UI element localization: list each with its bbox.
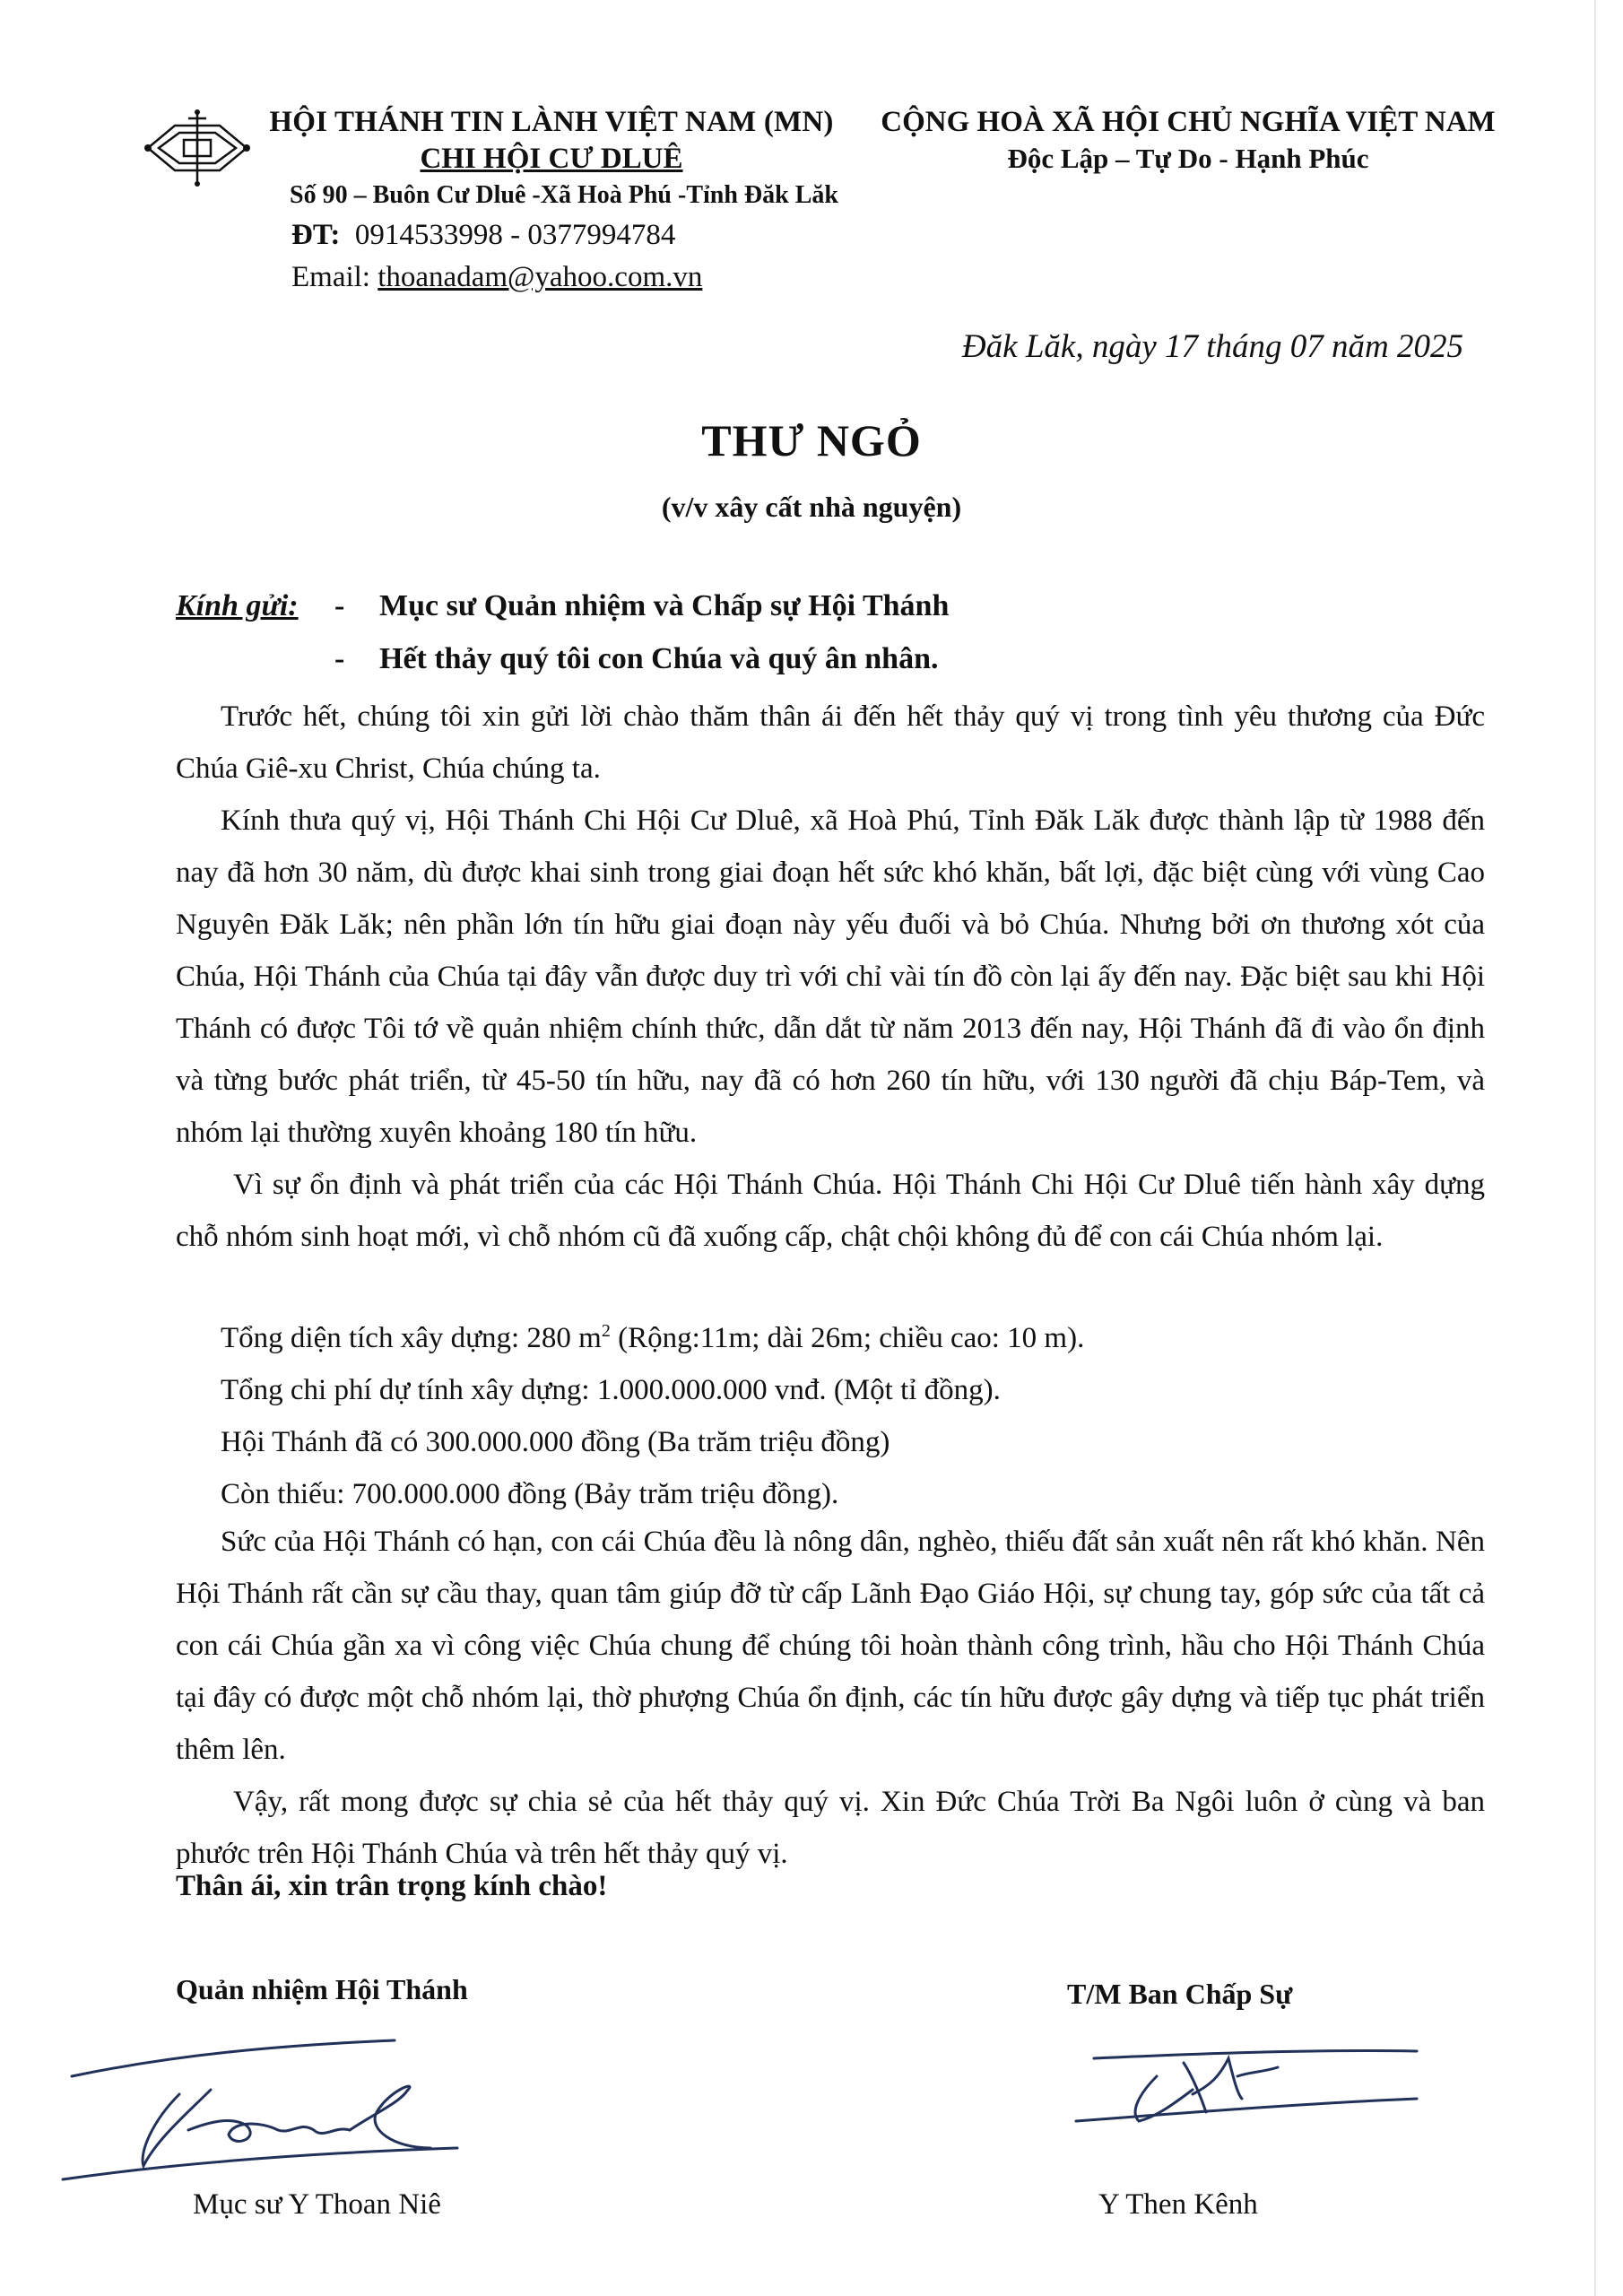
scan-edge-line <box>1594 0 1596 2296</box>
email-link[interactable]: thoanadam@yahoo.com.vn <box>378 261 703 293</box>
national-header <box>874 106 1502 175</box>
letter-body-continued <box>176 1516 1485 1880</box>
paragraph-greeting: Trước hết, chúng tôi xin gửi lời chào thăm thân ái đến hết thảy quý vị trong tình yêu thương của Đức Chúa Giê-xu Christ, Chúa chúng ta. <box>176 700 1485 785</box>
closing-line: Thân ái, xin trân trọng kính chào! <box>176 1870 608 1902</box>
figure-have: Hội Thánh đã có 300.000.000 đồng (Ba trăm triệu đồng) <box>221 1426 890 1458</box>
paragraph-blessing: Vậy, rất mong được sự chia sẻ của hết thảy quý vị. Xin Đức Chúa Trời Ba Ngôi luôn ở cùng và ban phước trên Hội Thánh Chúa và trên hết thảy quý vị. <box>176 1786 1485 1870</box>
letter-title: THƯ NGỎ <box>701 415 922 465</box>
left-signer-title: Quản nhiệm Hội Thánh <box>176 1973 468 2005</box>
branch-name: CHI HỘI CƯ DLUÊ <box>420 143 683 175</box>
phone-number: 0914533998 - 0377994784 <box>354 219 676 251</box>
recipient-item: Mục sư Quản nhiệm và Chấp sự Hội Thánh <box>379 589 950 622</box>
recipient-dash: - <box>334 589 345 622</box>
recipient-item: Hết thảy quý tôi con Chúa và quý ân nhân. <box>379 642 939 675</box>
figure-missing: Còn thiếu: 700.000.000 đồng (Bảy trăm triệu đồng). <box>221 1478 839 1510</box>
figure-cost: Tổng chi phí dự tính xây dựng: 1.000.000.000 vnđ. (Một tỉ đồng). <box>221 1374 1001 1406</box>
right-signer-title: T/M Ban Chấp Sự <box>1067 1978 1293 2010</box>
recipients-label: Kính gửi: <box>176 589 299 622</box>
figure-area: Tổng diện tích xây dựng: 280 $m^2$ (Rộng:11m; dài 26m; chiều cao: 10 m). <box>221 1321 1085 1354</box>
paragraph-history: Kính thưa quý vị, Hội Thánh Chi Hội Cư Dluê, xã Hoà Phú, Tỉnh Đăk Lăk được thành lập từ 1988 đến nay đã hơn 30 năm, dù được khai sinh trong giai đoạn hết sức khó khăn, bất lợi, đặc biệt cùng với vùng Cao Nguyên Đăk Lăk; nên phần lớn tín hữu giai đoạn này yếu đuối và bỏ Chúa. Nhưng bởi ơn thương xót của Chúa, Hội Thánh của Chúa tại đây vẫn được duy trì với chỉ vài tín đồ còn lại ấy đến nay. Đặc biệt sau khi Hội Thánh có được Tôi tớ về quản nhiệm chính thức, dẫn dắt từ năm 2013 đến nay, Hội Thánh đã đi vào ổn định và từng bước phát triển, từ 45-50 tín hữu, nay đã có hơn 260 tín hữu, với 130 người đã chịu Báp-Tem, và nhóm lại thường xuyên khoảng 180 tín hữu. <box>176 804 1485 1149</box>
paragraph-purpose: Vì sự ổn định và phát triển của các Hội Thánh Chúa. Hội Thánh Chi Hội Cư Dluê tiến hành xây dựng chỗ nhóm sinh hoạt mới, vì chỗ nhóm cũ đã xuống cấp, chật chội không đủ để con cái Chúa nhóm lại. <box>176 1169 1485 1253</box>
church-logo-icon <box>139 108 256 188</box>
right-signature-icon <box>1058 2022 1435 2139</box>
right-signer-name: Y Then Kênh <box>1098 2188 1258 2221</box>
left-signer-name: Mục sư Y Thoan Niê <box>193 2188 441 2221</box>
country-name: CỘNG HOÀ XÃ HỘI CHỦ NGHĨA VIỆT NAM <box>881 106 1496 138</box>
letter-body <box>176 691 1485 1263</box>
org-name: HỘI THÁNH TIN LÀNH VIỆT NAM (MN) <box>269 106 834 138</box>
paragraph-appeal: Sức của Hội Thánh có hạn, con cái Chúa đều là nông dân, nghèo, thiếu đất sản xuất nên rất khó khăn. Nên Hội Thánh rất cần sự cầu thay, quan tâm giúp đỡ từ cấp Lãnh Đạo Giáo Hội, sự chung tay, góp sức của tất cả con cái Chúa gần xa vì công việc Chúa chung để chúng tôi hoàn thành công trình, hầu cho Hội Thánh Chúa tại đây có được một chỗ nhóm lại, thờ phượng Chúa ổn định, các tín hữu được gây dựng và tiếp tục phát triển thêm lên. <box>176 1526 1485 1766</box>
letter-subtitle: (v/v xây cất nhà nguyện) <box>661 491 962 523</box>
recipient-dash: - <box>334 642 345 675</box>
national-motto: Độc Lập – Tự Do - Hạnh Phúc <box>1007 143 1369 174</box>
sender-header <box>256 106 883 294</box>
phone-label: ĐT: <box>291 219 341 251</box>
date-line: Đăk Lăk, ngày 17 tháng 07 năm 2025 <box>961 328 1463 365</box>
construction-figures <box>221 1305 1084 1520</box>
address: Số 90 – Buôn Cư Dluê -Xã Hoà Phú -Tỉnh Đăk Lăk <box>290 181 838 209</box>
left-signature-icon <box>54 2005 592 2193</box>
email-label: Email: <box>291 261 370 293</box>
